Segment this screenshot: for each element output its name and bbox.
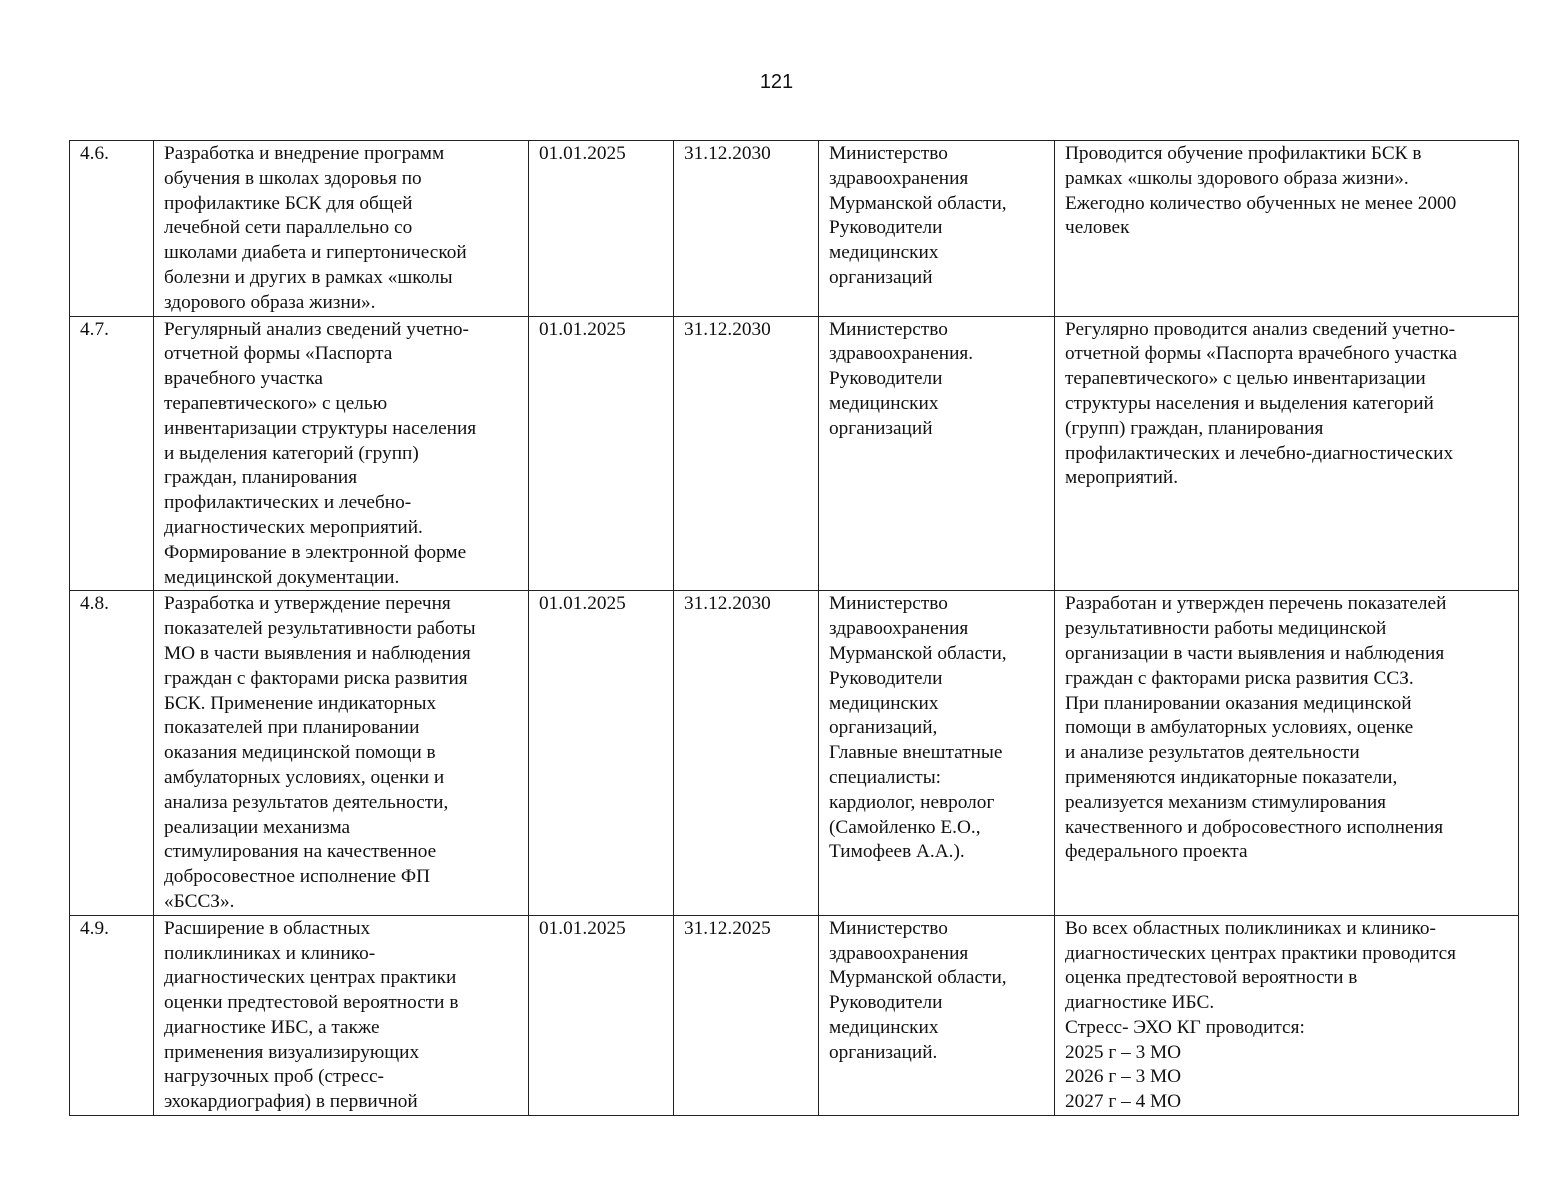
start-date: 01.01.2025 — [539, 593, 626, 615]
row-number-cell — [70, 591, 154, 915]
responsible-text: Министерство здравоохранения Мурманской области, Руководители медицинских организаций — [829, 143, 1007, 288]
result-text: Регулярно проводится анализ сведений учетно- отчетной формы «Паспорта врачебного участка терапевтического» с целью инвентаризации структуры населения и выделения категорий (групп) граждан, планирования профилактических и лечебно-диагностических мероприятий. — [1065, 318, 1458, 489]
measures-table — [69, 140, 1519, 1116]
start-date-cell — [529, 141, 674, 317]
result-text: Разработан и утвержден перечень показателей результативности работы медицинской организации в части выявления и наблюдения граждан с факторами риска развития ССЗ. При планировании оказания медицинской помощи в амбулаторных условиях, оценке и анализе результатов деятельности применяются индикаторные показатели, реализуется механизм стимулирования качественного и добросовестного исполнения федерального проекта — [1065, 593, 1447, 863]
end-date: 31.12.2025 — [684, 917, 771, 939]
end-date-cell — [674, 915, 819, 1115]
row-number-cell — [70, 915, 154, 1115]
table-row — [70, 591, 1519, 915]
row-number: 4.6. — [80, 143, 109, 164]
table-row — [70, 915, 1519, 1115]
responsible-cell — [819, 591, 1055, 915]
activity-cell — [154, 591, 529, 915]
row-number-cell — [70, 316, 154, 591]
responsible-text: Министерство здравоохранения. Руководители медицинских организаций — [829, 318, 974, 439]
end-date-cell — [674, 141, 819, 317]
activity-text: Расширение в областных поликлиниках и клинико- диагностических центрах практики оценки предтестовой вероятности в диагностике ИБС, а также применения визуализирующих нагрузочных проб (стресс- эхокардиография) в первичной — [164, 917, 459, 1113]
responsible-text: Министерство здравоохранения Мурманской области, Руководители медицинских организаций. — [829, 917, 1007, 1063]
table-row — [70, 316, 1519, 591]
end-date-cell — [674, 316, 819, 591]
activity-cell — [154, 915, 529, 1115]
start-date: 01.01.2025 — [539, 917, 626, 939]
page-number: 121 — [759, 71, 794, 93]
responsible-cell — [819, 141, 1055, 317]
activity-cell — [154, 141, 529, 317]
row-number-cell — [70, 141, 154, 317]
start-date: 01.01.2025 — [539, 318, 626, 340]
activity-text: Разработка и утверждение перечня показателей результативности работы МО в части выявления и наблюдения граждан с факторами риска развития БСК. Применение индикаторных показателей при планировании оказания медицинской помощи в амбулаторных условиях, оценки и анализа результатов деятельности, реализации механизма стимулирования на качественное добросовестное исполнение ФП «БССЗ». — [164, 593, 476, 912]
activity-text: Регулярный анализ сведений учетно- отчетной формы «Паспорта врачебного участка терапевтического» с целью инвентаризации структуры населения и выделения категорий (групп) граждан, планирования профилактических и лечебно- диагностических мероприятий. Формирование в электронной форме медицинской документации. — [164, 318, 477, 588]
end-date: 31.12.2030 — [684, 143, 771, 164]
result-cell — [1055, 141, 1519, 317]
result-text: Проводится обучение профилактики БСК в рамках «школы здорового образа жизни». Ежегодно количество обученных не менее 2000 человек — [1065, 143, 1457, 239]
end-date-cell — [674, 591, 819, 915]
table-row — [70, 141, 1519, 317]
activity-text: Разработка и внедрение программ обучения в школах здоровья по профилактике БСК для общей лечебной сети параллельно со школами диабета и гипертонической болезни и других в рамках «школы здорового образа жизни». — [164, 143, 467, 313]
result-text: Во всех областных поликлиниках и клинико- диагностических центрах практики проводится оценка предтестовой вероятности в диагностике ИБС. Стресс- ЭХО КГ проводится: 2025 г – 3 МО 2026 г – 3 МО 2027 г – 4 МО — [1065, 917, 1457, 1113]
end-date: 31.12.2030 — [684, 593, 771, 615]
result-cell — [1055, 591, 1519, 915]
end-date: 31.12.2030 — [684, 318, 771, 340]
start-date: 01.01.2025 — [539, 143, 626, 164]
row-number: 4.7. — [80, 318, 109, 340]
start-date-cell — [529, 591, 674, 915]
responsible-cell — [819, 316, 1055, 591]
row-number: 4.9. — [80, 917, 109, 939]
start-date-cell — [529, 915, 674, 1115]
responsible-cell — [819, 915, 1055, 1115]
start-date-cell — [529, 316, 674, 591]
row-number: 4.8. — [80, 593, 109, 615]
result-cell — [1055, 915, 1519, 1115]
activity-cell — [154, 316, 529, 591]
result-cell — [1055, 316, 1519, 591]
responsible-text: Министерство здравоохранения Мурманской области, Руководители медицинских организаций, Главные внештатные специалисты: кардиолог, невролог (Самойленко Е.О., Тимофеев А.А.). — [829, 593, 1007, 863]
